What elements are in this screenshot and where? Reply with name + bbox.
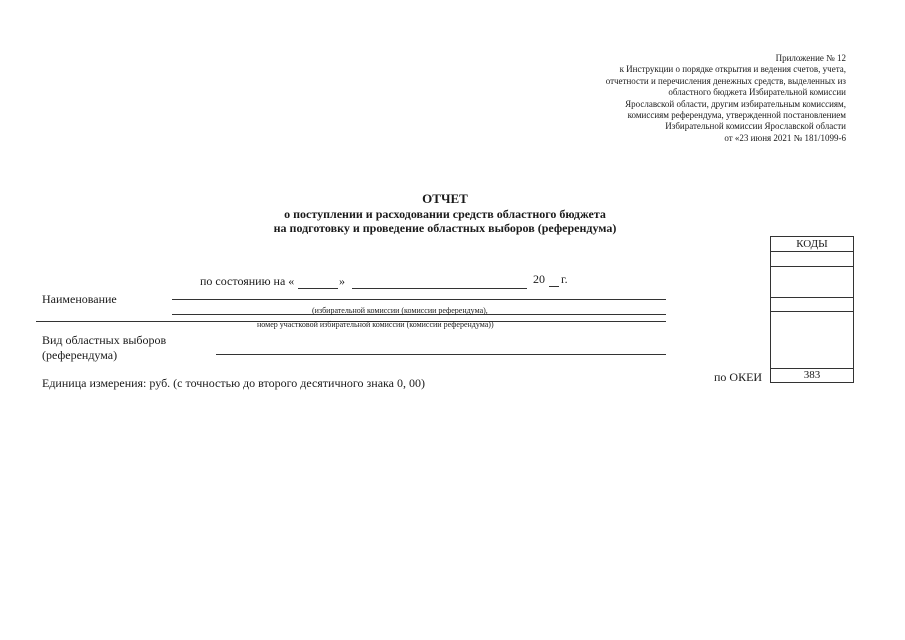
codes-header: КОДЫ (771, 237, 854, 252)
as-of-year-prefix: 20 (533, 272, 545, 286)
appendix-line: Избирательной комиссии Ярославской области (665, 121, 846, 132)
name-field[interactable] (172, 299, 666, 300)
hint-precinct: номер участковой избирательной комиссии (комиссии референдума)) (257, 320, 494, 329)
code-cell-commission[interactable] (771, 298, 854, 312)
as-of-year-field[interactable] (549, 286, 559, 287)
election-type-field[interactable] (216, 354, 666, 355)
okei-label: по ОКЕИ (714, 370, 763, 384)
appendix-line: областного бюджета Избирательной комиссии (668, 87, 846, 98)
appendix-line: комиссиям референдума, утвержденной постановлением (627, 110, 846, 121)
codes-table (770, 236, 854, 383)
report-title (220, 192, 670, 235)
unit-label: Единица измерения: руб. (с точностью до второго десятичного знака 0, 00) (42, 376, 425, 390)
title-line-3: на подготовку и проведение областных выборов (референдума) (273, 221, 617, 235)
title-line-2: о поступлении и расходовании средств областного бюджета (284, 207, 606, 221)
as-of-month-field[interactable] (352, 288, 527, 289)
appendix-note (546, 53, 846, 144)
appendix-line: к Инструкции о порядке открытия и ведения счетов, учета, (619, 64, 846, 75)
appendix-line: от «23 июня 2021 № 181/1099-6 (724, 132, 846, 143)
title-main: ОТЧЕТ (422, 191, 468, 206)
as-of-year-suffix: г. (561, 272, 568, 286)
election-type-label-2: (референдума) (42, 348, 118, 362)
code-cell-okei: 383 (771, 369, 854, 383)
code-cell-date[interactable] (771, 252, 854, 267)
appendix-line: Приложение № 12 (775, 53, 846, 63)
hint-commission: (избирательной комиссии (комиссии референдума), (312, 306, 488, 315)
code-cell-election-type[interactable] (771, 312, 854, 369)
appendix-line: отчетности и перечисления денежных средств, выделенных из (605, 75, 846, 86)
code-cell-name[interactable] (771, 267, 854, 298)
as-of-prefix: по состоянию на « (200, 274, 295, 288)
election-type-label-1: Вид областных выборов (42, 333, 167, 347)
as-of-day-field[interactable] (298, 288, 338, 289)
as-of-quote-close: » (339, 274, 345, 288)
name-label: Наименование (42, 292, 117, 306)
appendix-line: Ярославской области, другим избирательным комиссиям, (625, 98, 846, 109)
